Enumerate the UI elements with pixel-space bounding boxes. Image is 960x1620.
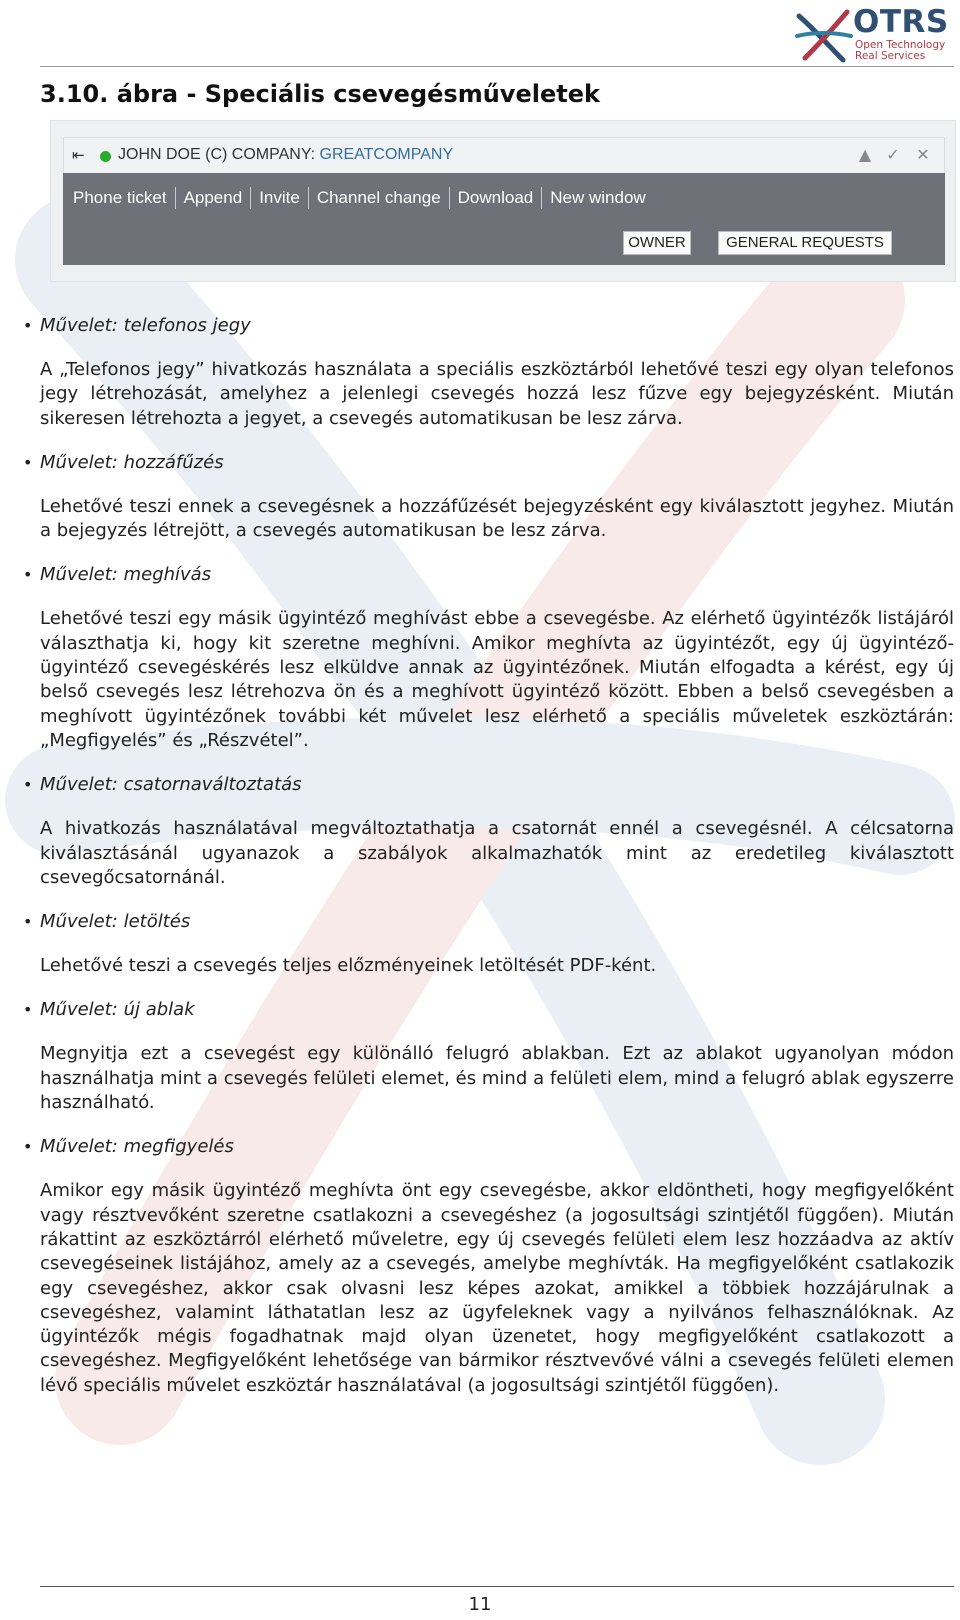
check-circle-icon: ✓ (886, 145, 900, 164)
section-label: Művelet: hozzáfűzés (40, 451, 224, 473)
chat-toolbar-screenshot (50, 120, 956, 282)
chat-widget-header (63, 137, 945, 174)
figure-title: 3.10. ábra - Speciális csevegésműveletek (40, 80, 600, 108)
section-phone-ticket (23, 314, 954, 431)
section-text: Amikor egy másik ügyintéző meghívta önt egy csevegésbe, akkor eldöntheti, hogy megfigyelőként vagy résztvevőként szeretne csatlakozni a csevegéshez (a jogosultsági szintjétől függően). Miután rákattint az eszköztárról elérhető műveletre, egy új csevegés felületi elem lesz hozzáadva az aktív csevegéseinek listájához, amely az a csevegés, amelybe meghívták. Ha megfigyelőként csatlakozik egy csevegéshez, akkor csak olvasni lesz képes azokat, amikkel a többiek hozzájárulnak a csevegéshez, valamint láthatatlan lesz az ügyfeleknek vagy a nyilvános felhasználóknak. Az ügyintézők mégis fogadhatnak majd olyan üzenetet, hogy megfigyelőként csatlakozott a csevegéshez. Megfigyelőként lehetősége van bármikor résztvevővé válni a csevegés felületi elemen lévő speciális művelet eszköztár használatával (a jogosultsági szintjétől függően). (40, 1180, 954, 1396)
section-label: Művelet: új ablak (40, 999, 195, 1021)
section-label: Művelet: letöltés (40, 911, 191, 933)
page-content (23, 72, 954, 1398)
section-append (23, 451, 954, 544)
menu-append: Append (176, 187, 252, 209)
section-label: Művelet: megfigyelés (40, 1136, 234, 1158)
section-new-window (23, 998, 954, 1115)
bullet-item (23, 314, 954, 338)
bullet-item (23, 1135, 954, 1159)
otrs-logo (795, 4, 960, 64)
header-divider (40, 66, 954, 67)
section-text: A hivatkozás használatával megváltoztathatja a csatornát ennél a csevegésnél. A célcsatorna kiválasztásánál ugyanazok a szabályok alkalmazhatók mint az eredetileg kiválasztott csevegőcsatornánál. (40, 818, 954, 888)
section-monitoring (23, 1135, 954, 1398)
section-channel-change (23, 773, 954, 890)
otrs-logo-mark (795, 6, 853, 64)
menu-phone-ticket: Phone ticket (73, 187, 176, 209)
bullet-icon: • (23, 1137, 33, 1157)
bullet-icon: • (23, 775, 33, 795)
menu-download: Download (450, 187, 543, 209)
section-text: A „Telefonos jegy” hivatkozás használata a speciális eszköztárból lehetővé teszi egy olyan telefonos jegy létrehozását, amelyhez a jelenlegi csevegés hozzá lesz fűzve egy bejegyzésként. Miután sikeresen létrehozta a jegyet, a csevegés automatikusan be lesz zárva. (40, 359, 954, 429)
page-number: 11 (468, 1594, 492, 1615)
section-text: Megnyitja ezt a csevegést egy különálló felugró ablakban. Ezt az ablakot ugyanolyan módon használhatja mint a csevegés felületi elemet, és mind a felületi elem, mind a felugró ablak egyszerre használható. (40, 1043, 954, 1114)
section-label: Művelet: telefonos jegy (40, 315, 251, 336)
bullet-item (23, 910, 954, 934)
menu-invite: Invite (251, 187, 309, 209)
footer-divider (40, 1586, 954, 1587)
section-text: Lehetővé teszi egy másik ügyintéző meghívást ebbe a csevegésbe. Az elérhető ügyintézők listájáról választhatja ki, hogy kit szeretne meghívni. Amikor meghívta az ügyintézőt, egy új ügyintéző-ügyintéző csevegéskérés lesz elküldve annak az ügyintézőnek. Miután elfogadta a kérést, egy új belső csevegés lesz létrehozva ön és a meghívott ügyintéző között. Ebben a belső csevegésben a meghívott ügyintézőnek további két művelet lesz elérhető a speciális műveletek eszköztárán: „Megfigyelés” és „Részvétel”. (40, 608, 954, 751)
bullet-icon: • (23, 1000, 33, 1020)
menu-new-window: New window (550, 188, 646, 207)
bullet-icon: • (23, 452, 33, 472)
customer-label: JOHN DOE (C) COMPANY: (118, 146, 320, 163)
queue-badge: GENERAL REQUESTS (718, 231, 892, 255)
logo-tagline-1: Open Technology (855, 39, 946, 51)
bullet-icon: • (23, 565, 33, 585)
close-icon: ✕ (916, 145, 930, 164)
chat-customer-info (118, 146, 453, 164)
logo-name: OTRS (853, 4, 949, 40)
exit-icon: ⇤ (72, 146, 85, 164)
bullet-item (23, 998, 954, 1022)
section-label: Művelet: csatornaváltoztatás (40, 774, 302, 796)
logo-tagline-2: Real Services (855, 50, 926, 62)
section-text: Lehetővé teszi a csevegés teljes előzményeinek letöltését PDF-ként. (40, 955, 657, 977)
section-invite (23, 563, 954, 753)
toolbar-menu (73, 187, 654, 209)
section-text: Lehetővé teszi ennek a csevegésnek a hozzáfűzését bejegyzésként egy kiválasztott jegyhez. Miután a bejegyzés létrejött, a csevegés automatikusan be lesz zárva. (40, 495, 954, 542)
owner-badge: OWNER (623, 231, 691, 255)
company-name: GREATCOMPANY (319, 146, 454, 163)
menu-channel-change: Channel change (309, 187, 450, 209)
section-download (23, 910, 954, 978)
bullet-item (23, 563, 954, 587)
chevron-up-icon: ▲ (858, 145, 872, 164)
section-label: Művelet: meghívás (40, 564, 212, 586)
online-status-dot (100, 151, 111, 162)
bullet-item (23, 773, 954, 797)
bullet-icon: • (23, 316, 33, 335)
bullet-item (23, 451, 954, 475)
bullet-icon: • (23, 912, 33, 932)
